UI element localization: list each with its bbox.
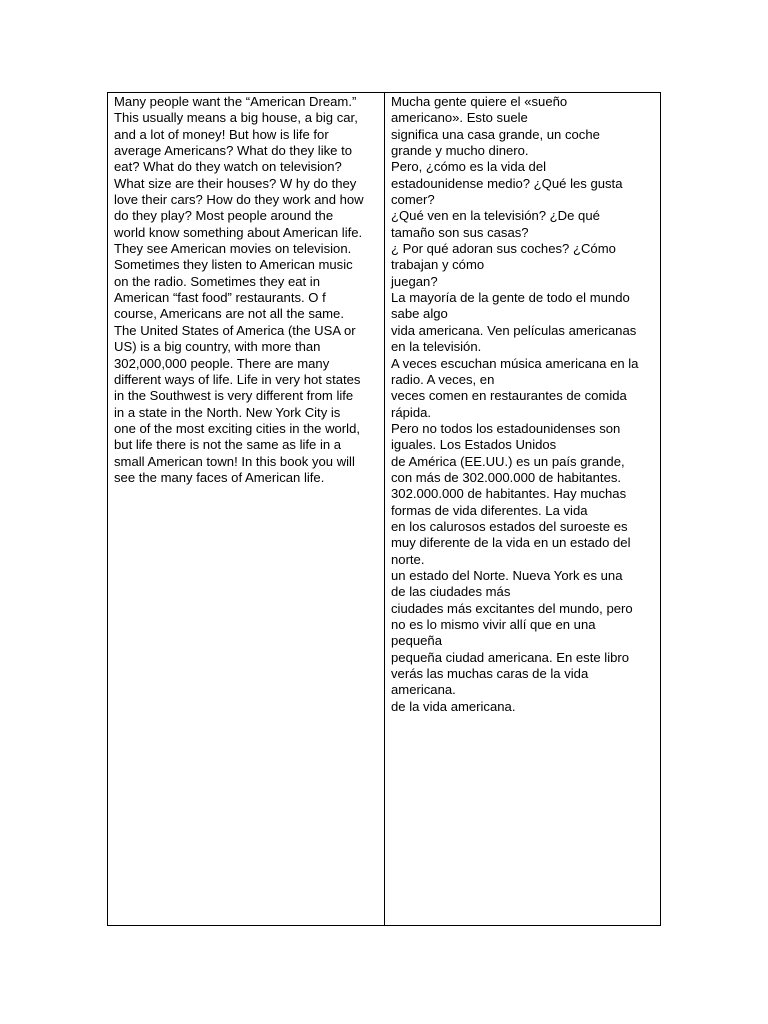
spanish-line: La mayoría de la gente de todo el mundo — [391, 290, 630, 306]
spanish-line: muy diferente de la vida en un estado del — [391, 535, 631, 551]
spanish-line: en la televisión. — [391, 339, 482, 355]
spanish-line: ciudades más excitantes del mundo, pero — [391, 600, 633, 616]
spanish-line: veces comen en restaurantes de comida — [391, 388, 627, 404]
english-line: This usually means a big house, a big car, — [114, 110, 358, 126]
english-line: They see American movies on television. — [114, 241, 352, 257]
english-line: Sometimes they listen to American music — [114, 257, 353, 273]
spanish-line: norte. — [391, 551, 425, 567]
english-line: American “fast food” restaurants. O f — [114, 290, 326, 306]
english-line: in the Southwest is very different from life — [114, 388, 354, 404]
english-line: see the many faces of American life. — [114, 469, 325, 485]
spanish-line: de América (EE.UU.) es un país grande, — [391, 453, 625, 469]
spanish-line: juegan? — [391, 273, 438, 289]
spanish-line: sabe algo — [391, 306, 448, 322]
spanish-line: A veces escuchan música americana en la — [391, 355, 639, 371]
spanish-line: un estado del Norte. Nueva York es una — [391, 567, 623, 583]
english-line: one of the most exciting cities in the world, — [114, 420, 360, 436]
spanish-line: ¿ Por qué adoran sus coches? ¿Cómo — [391, 241, 616, 257]
english-line: What size are their houses? W hy do they — [114, 175, 357, 191]
english-line: do they play? Most people around the — [114, 208, 334, 224]
english-line: on the radio. Sometimes they eat in — [114, 273, 320, 289]
english-line: Many people want the “American Dream.” — [114, 94, 357, 109]
spanish-line: radio. A veces, en — [391, 371, 495, 387]
spanish-line: vida americana. Ven películas americanas — [391, 322, 637, 338]
english-line: 302,000,000 people. There are many — [114, 355, 330, 371]
spanish-line: en los calurosos estados del suroeste es — [391, 518, 628, 534]
spanish-line: formas de vida diferentes. La vida — [391, 502, 588, 518]
spanish-line: significa una casa grande, un coche — [391, 126, 600, 142]
spanish-line: verás las muchas caras de la vida — [391, 666, 589, 682]
spanish-line: Mucha gente quiere el «sueño — [391, 94, 568, 109]
spanish-line: Pero no todos los estadounidenses son — [391, 420, 621, 436]
english-line: eat? What do they watch on television? — [114, 159, 342, 175]
spanish-line: con más de 302.000.000 de habitantes. — [391, 469, 622, 485]
english-line: The United States of America (the USA or — [114, 322, 356, 338]
spanish-line: pequeña ciudad americana. En este libro — [391, 649, 630, 665]
spanish-line: Pero, ¿cómo es la vida del — [391, 159, 547, 175]
spanish-text-column — [385, 93, 660, 925]
bilingual-text-table — [107, 92, 661, 926]
spanish-line: estadounidense medio? ¿Qué les gusta — [391, 175, 623, 191]
english-line: course, Americans are not all the same. — [114, 306, 344, 322]
spanish-line: comer? — [391, 192, 435, 208]
english-line: different ways of life. Life in very hot states — [114, 371, 361, 387]
spanish-line: trabajan y cómo — [391, 257, 485, 273]
spanish-line: grande y mucho dinero. — [391, 143, 529, 159]
spanish-line: no es lo mismo vivir allí que en una — [391, 617, 596, 632]
english-line: in a state in the North. New York City is — [114, 404, 341, 420]
english-line: small American town! In this book you will — [114, 453, 355, 469]
spanish-line: 302.000.000 de habitantes. Hay muchas — [391, 486, 627, 502]
spanish-line: rápida. — [391, 404, 432, 420]
english-line: love their cars? How do they work and how — [114, 192, 364, 208]
english-line: but life there is not the same as life in a — [114, 437, 342, 453]
english-line: US) is a big country, with more than — [114, 339, 321, 355]
spanish-line: de la vida americana. — [391, 698, 516, 714]
english-line: average Americans? What do they like to — [114, 143, 352, 159]
english-line: world know something about American life. — [114, 224, 363, 240]
spanish-line: pequeña — [391, 633, 442, 649]
english-text-column — [108, 93, 385, 925]
spanish-line: americano». Esto suele — [391, 110, 528, 126]
spanish-line: de las ciudades más — [391, 584, 511, 600]
spanish-line: americana. — [391, 682, 456, 698]
english-line: and a lot of money! But how is life for — [114, 126, 329, 142]
spanish-line: ¿Qué ven en la televisión? ¿De qué — [391, 208, 600, 224]
spanish-line: tamaño son sus casas? — [391, 224, 529, 240]
spanish-line: iguales. Los Estados Unidos — [391, 437, 557, 453]
